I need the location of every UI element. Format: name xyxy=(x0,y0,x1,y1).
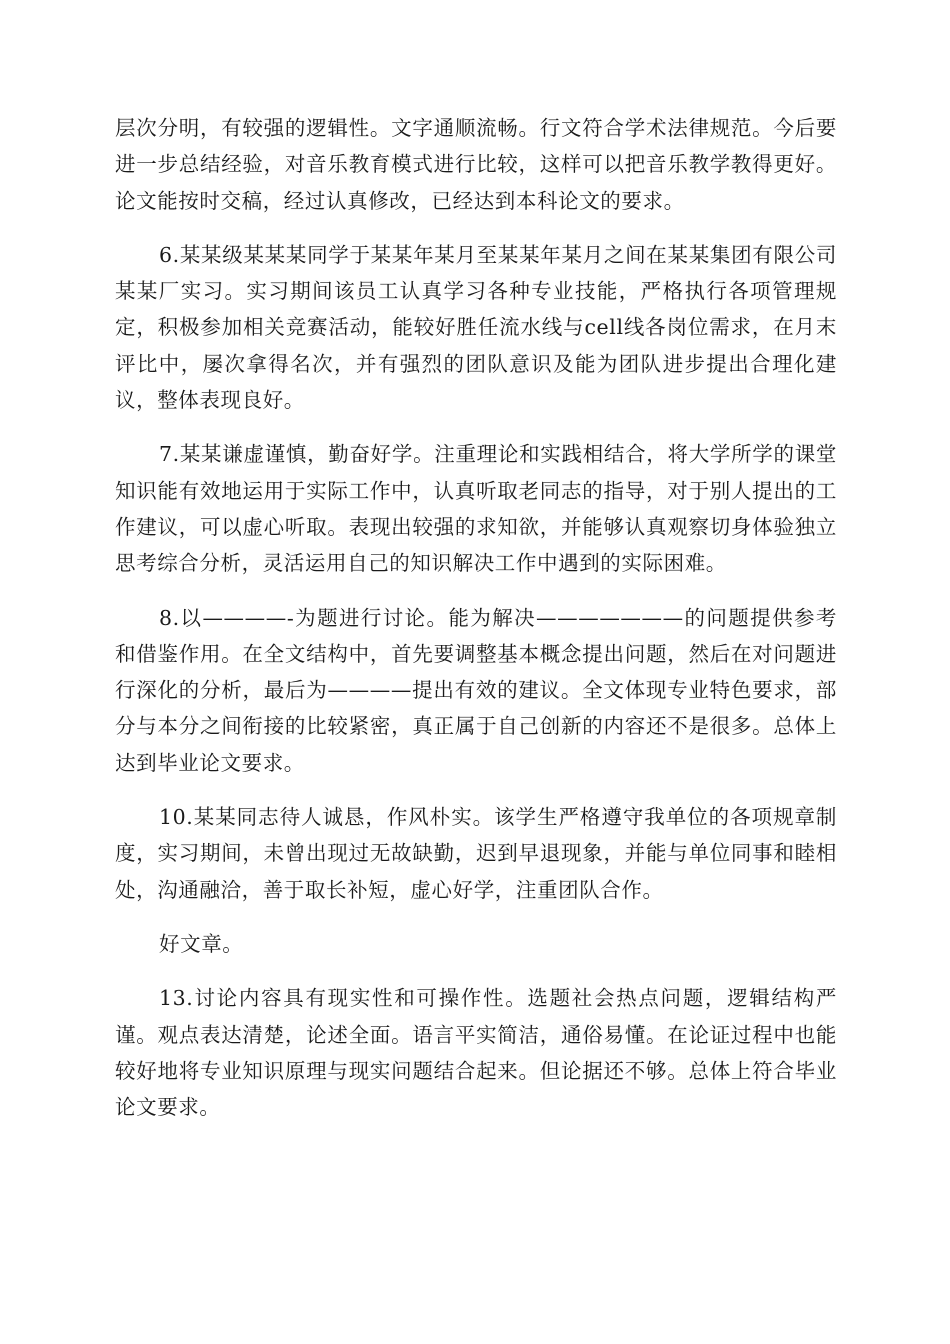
document-page xyxy=(115,110,837,1143)
paragraph-item-7: 7.某某谦虚谨慎，勤奋好学。注重理论和实践相结合，将大学所学的课堂知识能有效地运用于实际工作中，认真听取老同志的指导，对于别人提出的工作建议，可以虚心听取。表现出较强的求知欲，并能够认真观察切身体验独立思考综合分析，灵活运用自己的知识解决工作中遇到的实际困难。 xyxy=(115,442,837,576)
paragraph-item-13: 13.讨论内容具有现实性和可操作性。选题社会热点问题，逻辑结构严谨。观点表达清楚，论述全面。语言平实简洁，通俗易懂。在论证过程中也能较好地将专业知识原理与现实问题结合起来。但论据还不够。总体上符合毕业论文要求。 xyxy=(115,986,837,1120)
paragraph-continuation: 层次分明，有较强的逻辑性。文字通顺流畅。行文符合学术法律规范。今后要进一步总结经验，对音乐教育模式进行比较，这样可以把音乐教学教得更好。论文能按时交稿，经过认真修改，已经达到本科论文的要求。 xyxy=(115,116,837,213)
paragraph-item-8: 8.以————-为题进行讨论。能为解决———————的问题提供参考和借鉴作用。在全文结构中，首先要调整基本概念提出问题，然后在对问题进行深化的分析，最后为————提出有效的建议。全文体现专业特色要求，部分与本分之间衔接的比较紧密，真正属于自己创新的内容还不是很多。总体上达到毕业论文要求。 xyxy=(115,605,837,775)
paragraph-item-10: 10.某某同志待人诚恳，作风朴实。该学生严格遵守我单位的各项规章制度，实习期间，未曾出现过无故缺勤，迟到早退现象，并能与单位同事和睦相处，沟通融洽，善于取长补短，虚心好学，注重团队合作。 xyxy=(115,805,837,902)
paragraph-short-comment: 好文章。 xyxy=(159,931,244,956)
paragraph-item-6: 6.某某级某某某同学于某某年某月至某某年某月之间在某某集团有限公司某某厂实习。实习期间该员工认真学习各种专业技能，严格执行各项管理规定，积极参加相关竞赛活动，能较好胜任流水线与cell线各岗位需求，在月末评比中，屡次拿得名次，并有强烈的团队意识及能为团队进步提出合理化建议，整体表现良好。 xyxy=(115,242,837,413)
